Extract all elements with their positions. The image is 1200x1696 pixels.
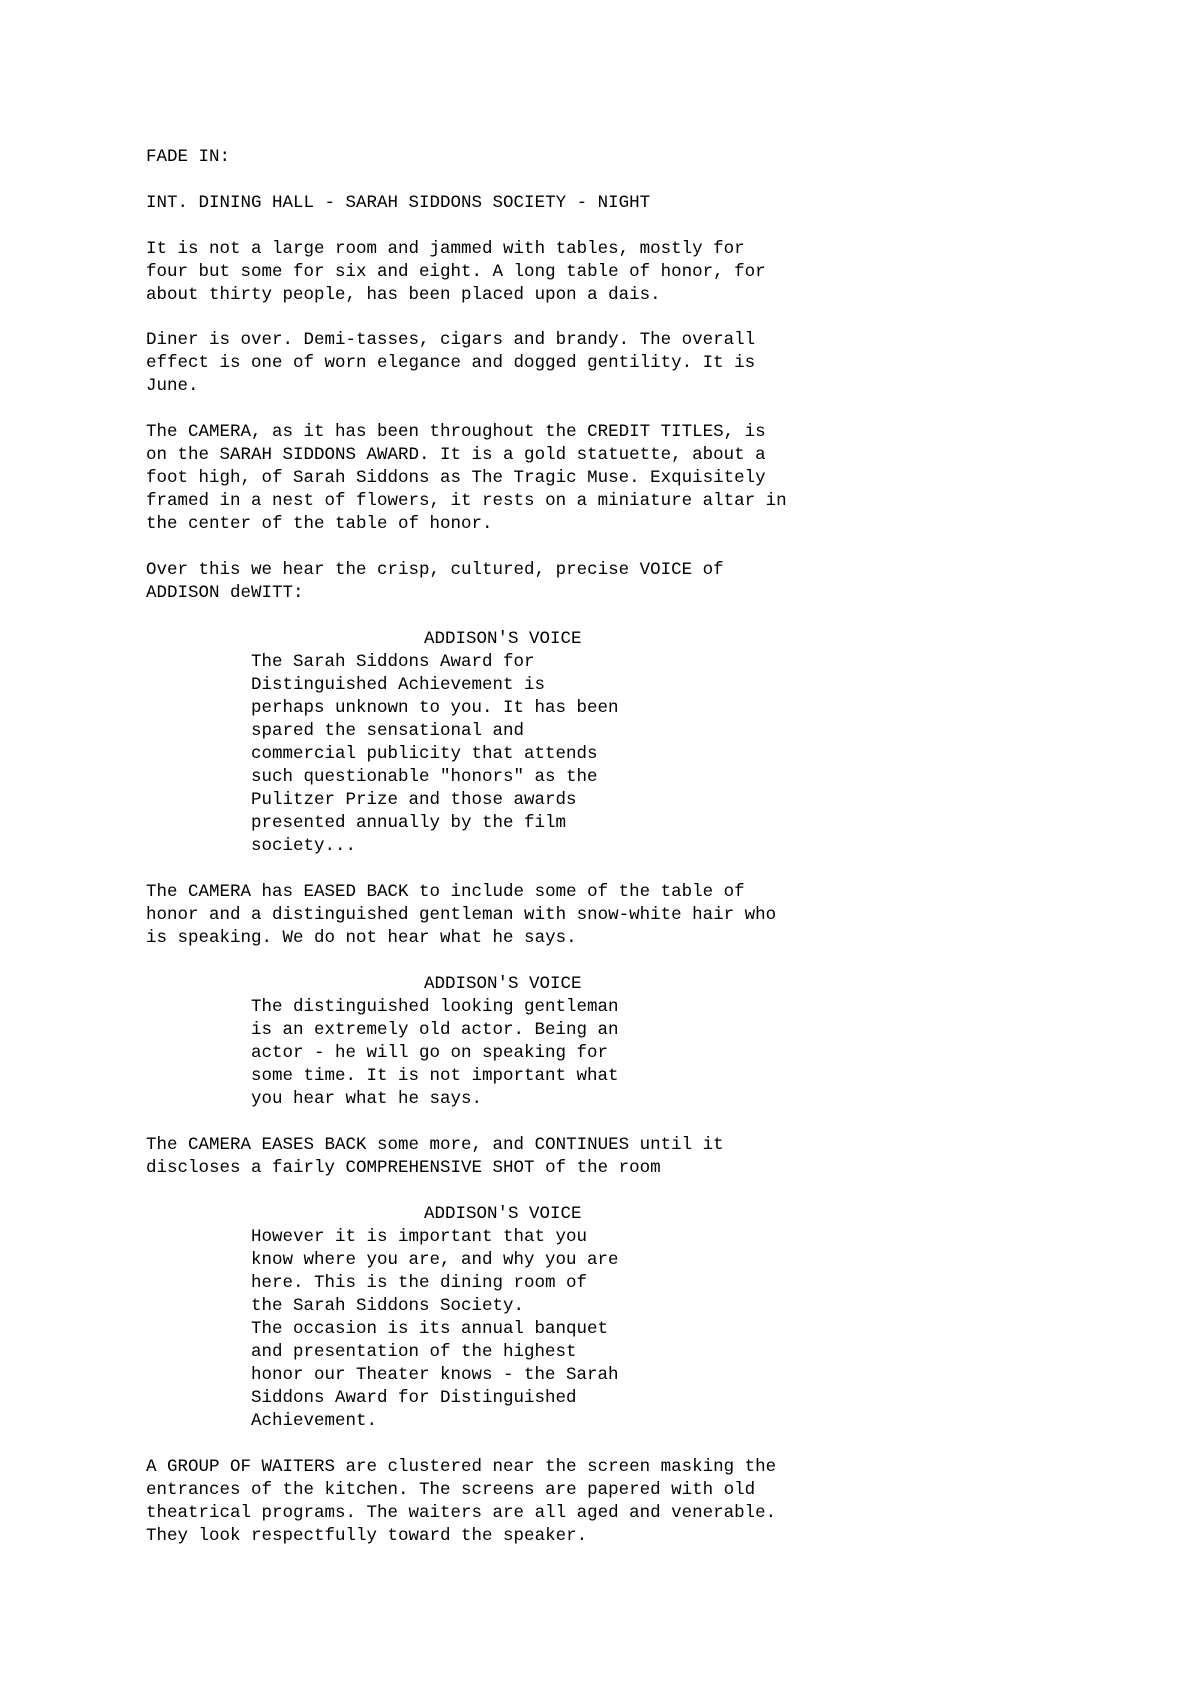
action-paragraph: Diner is over. Demi-tasses, cigars and brandy. The overall effect is one of worn elegance and dogged gentility. It is June. (146, 330, 756, 396)
character-cue: ADDISON'S VOICE (424, 1204, 582, 1224)
character-cue: ADDISON'S VOICE (424, 974, 582, 994)
action-paragraph: The CAMERA, as it has been throughout the CREDIT TITLES, is on the SARAH SIDDONS AWARD. It is a gold statuette, about a foot high, of Sarah Siddons as The Tragic Muse. Exquisitely framed in a nest of flowers, it rests on a miniature altar in the center of the table of honor. (146, 422, 787, 534)
dialogue-block: The distinguished looking gentleman is an extremely old actor. Being an actor - he will go on speaking for some time. It is not important what you hear what he says. (251, 997, 619, 1109)
dialogue-block: The Sarah Siddons Award for Distinguished Achievement is perhaps unknown to you. It has been spared the sensational and commercial publicity that attends such questionable "honors" as the Pulitzer Prize and those awards presented annually by the film society... (251, 652, 619, 856)
character-cue: ADDISON'S VOICE (424, 629, 582, 649)
action-paragraph: Over this we hear the crisp, cultured, precise VOICE of ADDISON deWITT: (146, 560, 724, 603)
dialogue-block: However it is important that you know where you are, and why you are here. This is the dining room of the Sarah Siddons Society. The occasion is its annual banquet and presentation of the highest honor our Theater knows - the Sarah Siddons Award for Distinguished Achievement. (251, 1227, 619, 1431)
action-paragraph: The CAMERA EASES BACK some more, and CONTINUES until it discloses a fairly COMPREHENSIVE SHOT of the room (146, 1135, 724, 1178)
action-paragraph: It is not a large room and jammed with tables, mostly for four but some for six and eight. A long table of honor, for about thirty people, has been placed upon a dais. (146, 239, 766, 305)
action-paragraph: A GROUP OF WAITERS are clustered near the screen masking the entrances of the kitchen. The screens are papered with old theatrical programs. The waiters are all aged and venerable. They look respectfully toward the speaker. (146, 1457, 777, 1546)
action-paragraph: The CAMERA has EASED BACK to include some of the table of honor and a distinguished gentleman with snow-white hair who is speaking. We do not hear what he says. (146, 882, 777, 948)
transition: FADE IN: (146, 147, 231, 167)
scene-heading: INT. DINING HALL - SARAH SIDDONS SOCIETY - NIGHT (146, 193, 651, 213)
